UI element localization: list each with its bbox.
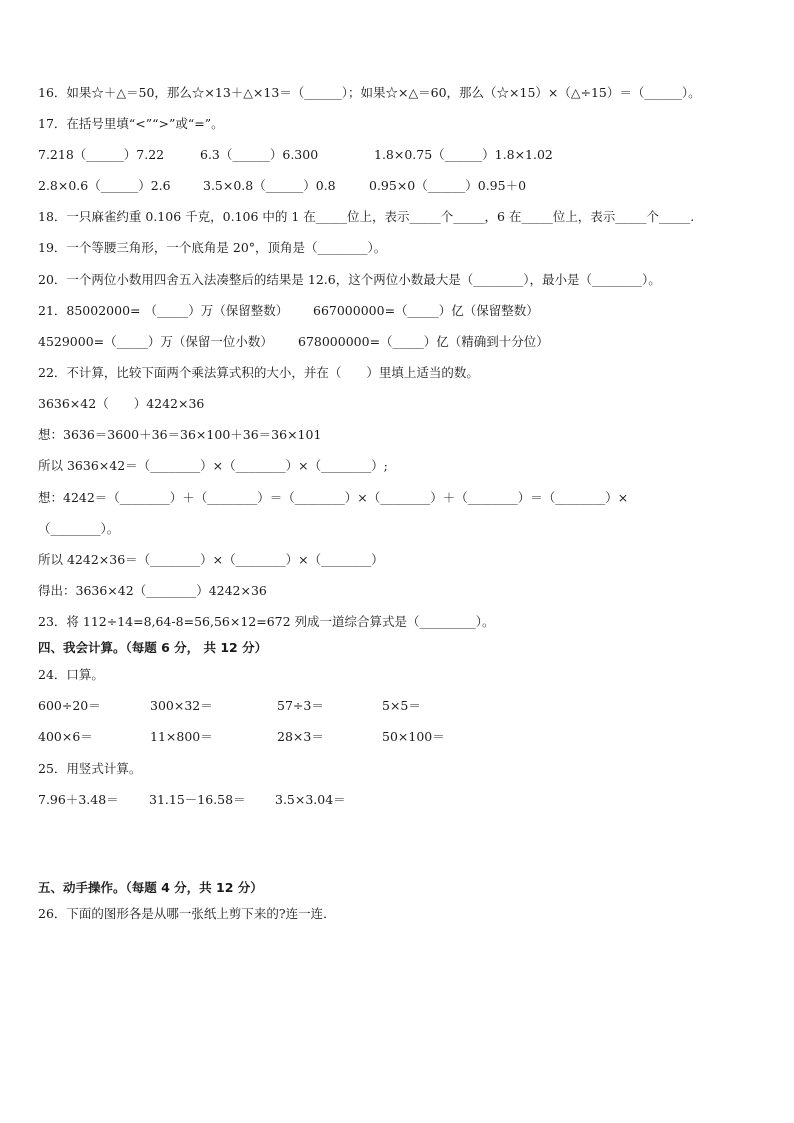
mental-math-item: 600÷20＝ xyxy=(38,698,101,713)
compare-item: 1.8×0.75（______）1.8×1.02 xyxy=(374,147,553,162)
question-22-line-5: （________）。 xyxy=(38,521,120,536)
rounding-item: 4529000=（_____）万（保留一位小数） xyxy=(38,334,273,349)
question-22-line-4: 想：4242＝（________）＋（________）＝（________）×（________）＋（________）＝（________）× xyxy=(38,490,629,505)
compare-item: 7.218（______）7.22 xyxy=(38,147,165,162)
vertical-calc-item: 31.15－16.58＝ xyxy=(149,792,246,807)
mental-math-item: 57÷3＝ xyxy=(277,698,324,713)
question-22-line-7: 得出：3636×42（________）4242×36 xyxy=(38,583,267,598)
question-16: 16．如果☆＋△＝50，那么☆×13＋△×13＝（______）；如果☆×△＝60，那么（☆×15）×（△÷15）＝（______）。 xyxy=(38,85,701,100)
question-24-row-1 xyxy=(38,698,758,714)
question-22-line-6: 所以 4242×36＝（________）×（________）×（________） xyxy=(38,552,384,567)
question-22: 22．不计算，比较下面两个乘法算式积的大小，并在（ ）里填上适当的数。 xyxy=(38,365,479,380)
rounding-item: 21．85002000= （_____）万（保留整数） xyxy=(38,303,289,318)
question-26: 26．下面的图形各是从哪一张纸上剪下来的?连一连． xyxy=(38,906,336,921)
question-17-row-1 xyxy=(38,147,758,163)
compare-item: 6.3（______）6.300 xyxy=(200,147,319,162)
mental-math-item: 50×100＝ xyxy=(382,729,445,744)
question-25-row xyxy=(38,792,758,808)
rounding-item: 667000000=（_____）亿（保留整数） xyxy=(313,303,539,318)
compare-item: 0.95×0（______）0.95＋0 xyxy=(369,178,527,193)
question-20: 20．一个两位小数用四舍五入法凑整后的结果是 12.6，这个两位小数最大是（________），最小是（________）。 xyxy=(38,272,661,287)
mental-math-item: 400×6＝ xyxy=(38,729,93,744)
question-22-line-1: 3636×42（ ）4242×36 xyxy=(38,396,205,411)
compare-item: 3.5×0.8（______）0.8 xyxy=(203,178,336,193)
question-24-row-2 xyxy=(38,729,758,745)
compare-item: 2.8×0.6（______）2.6 xyxy=(38,178,171,193)
question-18: 18．一只麻雀约重 0.106 千克，0.106 中的 1 在_____位上，表示_____个_____，6 在_____位上，表示_____个_____. xyxy=(38,209,695,224)
mental-math-item: 11×800＝ xyxy=(150,729,213,744)
section-5-heading: 五、动手操作。（每题 4 分，共 12 分） xyxy=(38,880,263,895)
question-19: 19．一个等腰三角形，一个底角是 20°，顶角是（________）。 xyxy=(38,240,387,255)
vertical-calc-item: 7.96＋3.48＝ xyxy=(38,792,119,807)
question-22-line-3: 所以 3636×42＝（________）×（________）×（________）; xyxy=(38,458,388,473)
question-23: 23．将 112÷14=8,64-8=56,56×12=672 列成一道综合算式是（_________）。 xyxy=(38,614,495,629)
mental-math-item: 300×32＝ xyxy=(150,698,213,713)
rounding-item: 678000000=（_____）亿（精确到十分位） xyxy=(298,334,549,349)
question-21-row-2 xyxy=(38,334,758,350)
mental-math-item: 28×3＝ xyxy=(277,729,324,744)
vertical-calc-item: 3.5×3.04＝ xyxy=(275,792,346,807)
question-21-row-1 xyxy=(38,303,758,319)
question-25: 25．用竖式计算。 xyxy=(38,761,142,776)
section-4-heading: 四、我会计算。（每题 6 分， 共 12 分） xyxy=(38,640,268,655)
question-17: 17．在括号里填“<”“>”或“=”。 xyxy=(38,116,224,131)
question-22-line-2: 想：3636＝3600＋36＝36×100＋36＝36×101 xyxy=(38,427,322,442)
question-24: 24．口算。 xyxy=(38,667,104,682)
mental-math-item: 5×5＝ xyxy=(382,698,421,713)
question-17-row-2 xyxy=(38,178,758,194)
